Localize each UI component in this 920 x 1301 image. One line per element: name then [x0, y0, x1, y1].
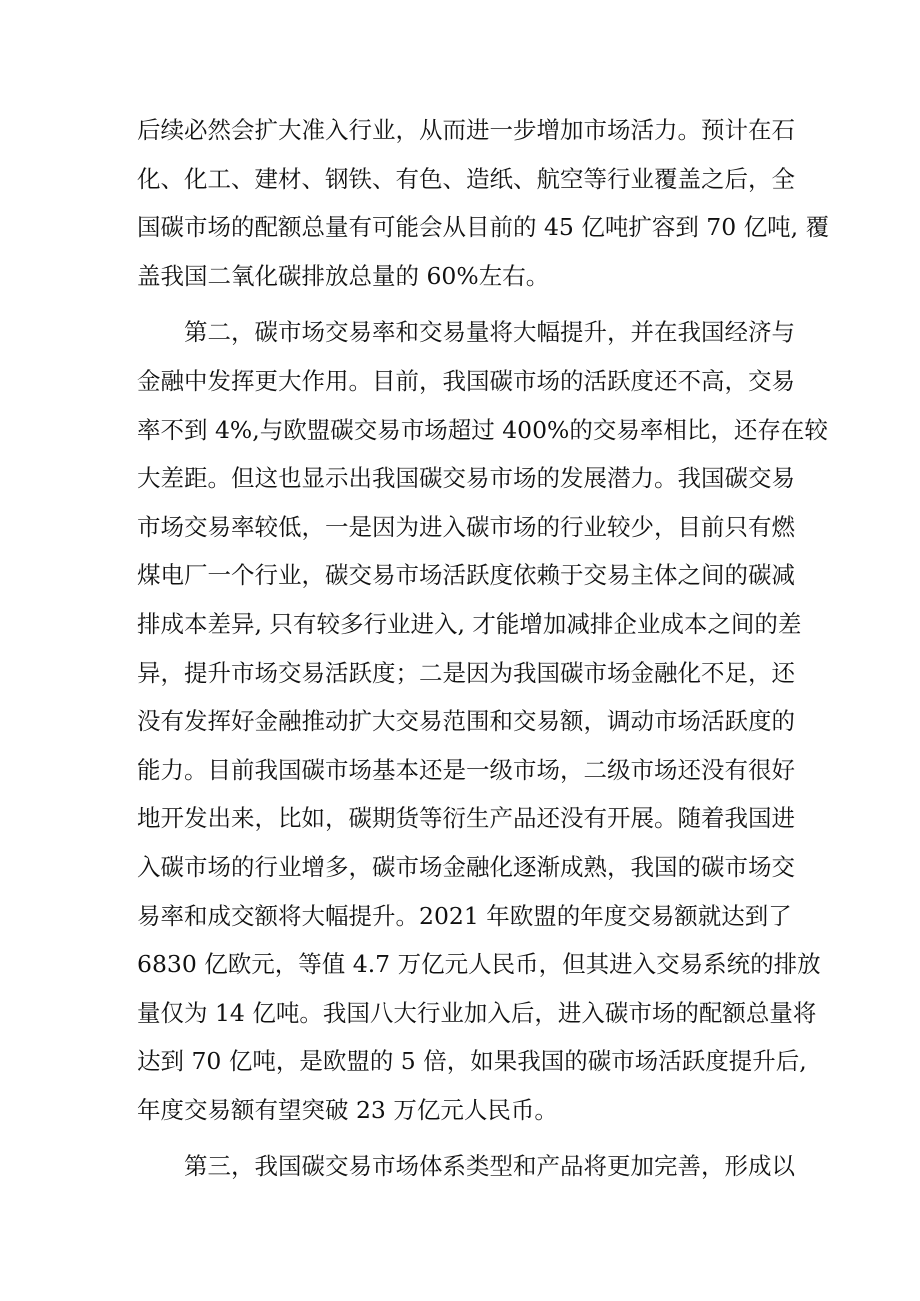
text-line: 年度交易额有望突破 23 万亿元人民币。 [137, 1095, 558, 1124]
text-line: 煤电厂一个行业，碳交易市场活跃度依赖于交易主体之间的碳减 [137, 561, 795, 590]
text-line: 第三，我国碳交易市场体系类型和产品将更加完善，形成以 [184, 1152, 795, 1181]
paragraph [137, 308, 828, 1134]
text-line: 第二，碳市场交易率和交易量将大幅提升，并在我国经济与 [184, 318, 795, 347]
text-line: 没有发挥好金融推动扩大交易范围和交易额，调动市场活跃度的 [137, 707, 795, 736]
text-line: 大差距。但这也显示出我国碳交易市场的发展潜力。我国碳交易 [137, 464, 795, 493]
paragraph-gap [137, 1134, 791, 1142]
text-line: 后续必然会扩大准入行业，从而进一步增加市场活力。预计在石 [137, 116, 795, 144]
body-text [137, 106, 830, 1191]
text-line: 排成本差异, 只有较多行业进入, 才能增加减排企业成本之间的差 [137, 609, 802, 638]
text-line: 化、化工、建材、钢铁、有色、造纸、航空等行业覆盖之后，全 [137, 164, 795, 193]
paragraph [137, 1142, 795, 1191]
text-line: 盖我国二氧化碳排放总量的 60%左右。 [137, 261, 550, 290]
paragraph-gap [137, 300, 791, 308]
text-line: 量仅为 14 亿吨。我国八大行业加入后，进入碳市场的配额总量将 [137, 998, 817, 1027]
text-line: 异，提升市场交易活跃度；二是因为我国碳市场金融化不足，还 [137, 658, 795, 687]
text-line: 入碳市场的行业增多，碳市场金融化逐渐成熟，我国的碳市场交 [137, 852, 795, 881]
text-line: 达到 70 亿吨，是欧盟的 5 倍，如果我国的碳市场活跃度提升后, [137, 1047, 807, 1076]
text-line: 率不到 4%,与欧盟碳交易市场超过 400%的交易率相比，还存在较 [137, 415, 828, 444]
paragraph [137, 106, 830, 300]
text-line: 易率和成交额将大幅提升。2021 年欧盟的年度交易额就达到了 [137, 901, 792, 930]
text-line: 地开发出来，比如，碳期货等衍生产品还没有开展。随着我国进 [137, 804, 795, 833]
text-line: 国碳市场的配额总量有可能会从目前的 45 亿吨扩容到 70 亿吨, 覆 [137, 213, 830, 242]
text-line: 能力。目前我国碳市场基本还是一级市场，二级市场还没有很好 [137, 755, 795, 784]
text-line: 金融中发挥更大作用。目前，我国碳市场的活跃度还不高，交易 [137, 366, 795, 395]
text-line: 市场交易率较低，一是因为进入碳市场的行业较少，目前只有燃 [137, 512, 795, 541]
text-line: 6830 亿欧元，等值 4.7 万亿元人民币，但其进入交易系统的排放 [137, 950, 821, 979]
